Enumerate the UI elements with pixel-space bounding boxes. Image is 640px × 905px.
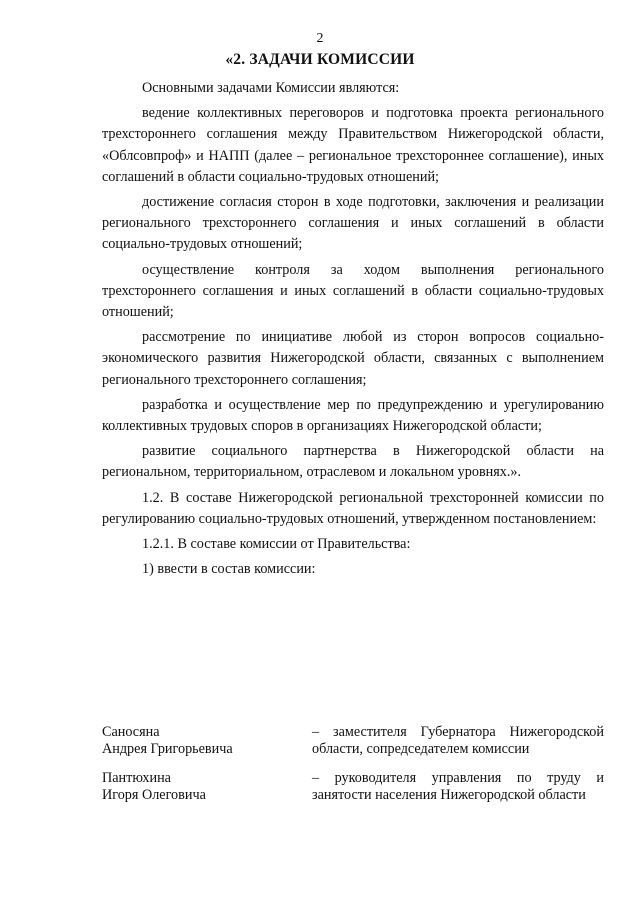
appointee-surname: Саносяна: [102, 724, 160, 740]
body-text: [102, 78, 604, 584]
appointment-entry: [102, 724, 604, 759]
appointment-list: [102, 724, 604, 816]
appointee-role: – заместителя Губернатора Нижегородской области, сопредседателем комиссии: [312, 724, 604, 758]
appointee-name: [102, 724, 297, 759]
paragraph-task-disputes: разработка и осуществление мер по предупреждению и урегулированию коллективных трудовых споров в организациях Нижегородской области;: [102, 396, 604, 435]
paragraph-task-review: рассмотрение по инициативе любой из сторон вопросов социально-экономического развития Нижегородской области, связанных с выполнением регионального трехстороннего соглашения;: [102, 329, 604, 388]
section-heading: «2. ЗАДАЧИ КОМИССИИ: [225, 51, 415, 68]
page-number: 2: [316, 31, 324, 46]
paragraph-task-agreement: достижение согласия сторон в ходе подготовки, заключения и реализации регионального трехстороннего соглашения и иных соглашений в области социально-трудовых отношений;: [102, 194, 604, 253]
paragraph-task-negotiations: ведение коллективных переговоров и подготовка проекта регионального трехстороннего соглашения между Правительством Нижегородской области, «Облсовпроф» и НАПП (далее – региональное трехстороннее соглашение), иных соглашений в области социально-трудовых отношений;: [102, 105, 604, 185]
appointee-given-names: Игоря Олеговича: [102, 787, 206, 804]
appointee-given-names: Андрея Григорьевича: [102, 741, 233, 758]
paragraph-subclause-1: 1) ввести в состав комиссии:: [142, 561, 316, 578]
paragraph-clause-1-2-1: 1.2.1. В составе комиссии от Правительства:: [142, 536, 411, 553]
appointee-surname: Пантюхина: [102, 769, 171, 786]
paragraph-intro: Основными задачами Комиссии являются:: [142, 80, 400, 96]
appointee-name: [102, 770, 297, 805]
paragraph-task-control: осуществление контроля за ходом выполнения регионального трехстороннего соглашения и иных соглашений в области социально-трудовых отношений;: [102, 261, 604, 321]
appointment-entry: [102, 770, 604, 805]
paragraph-clause-1-2: 1.2. В составе Нижегородской региональной трехсторонней комиссии по регулированию социально-трудовых отношений, утвержденном постановлением:: [102, 489, 604, 527]
paragraph-task-partnership: развитие социального партнерства в Нижегородской области на региональном, территориальном, отраслевом и локальном уровнях.».: [102, 443, 604, 481]
appointee-role: – руководителя управления по труду и занятости населения Нижегородской области: [312, 769, 604, 804]
